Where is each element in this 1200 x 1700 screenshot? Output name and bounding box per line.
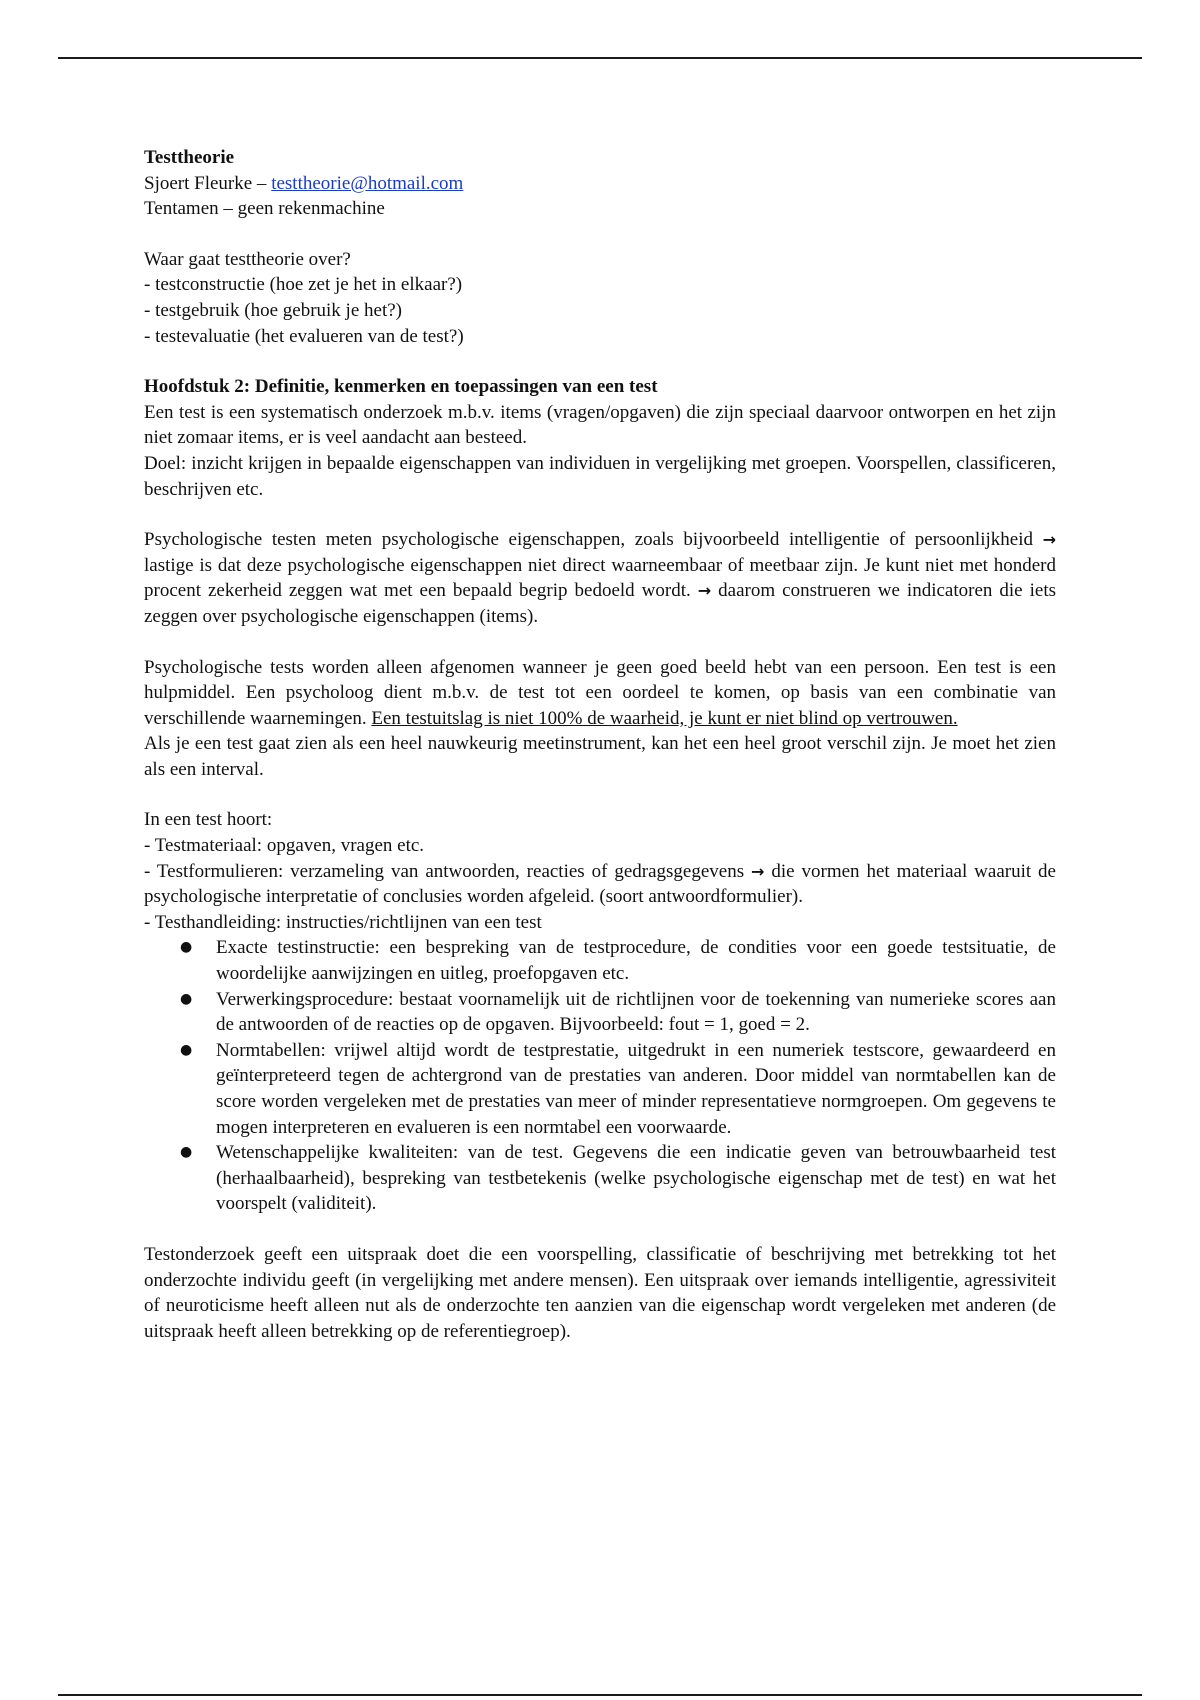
spacer xyxy=(144,1217,1056,1242)
arrow-right-icon: → xyxy=(751,861,765,881)
intro-item: - testgebruik (hoe gebruik je het?) xyxy=(144,299,402,321)
text-run: - Testformulieren: verzameling van antwoorden, reacties of gedragsgegevens xyxy=(144,860,752,882)
list-item xyxy=(144,1038,1056,1140)
spacer xyxy=(144,349,1056,374)
bottom-rule xyxy=(58,1694,1142,1696)
text-run: lastige is dat deze psychologische eigenschappen niet direct waarneembaar of meetbaar zijn. Je kunt niet met honderd procent zekerheid zeggen wat met een bepaald begrip bedoeld wordt. xyxy=(144,554,1056,602)
email-link[interactable]: testtheorie@hotmail.com xyxy=(271,172,464,194)
list-item xyxy=(144,987,1056,1038)
text-run: Psychologische tests worden alleen afgenomen wanneer je geen goed beeld hebt van een persoon. Een test is een hulpmiddel. Een psycholoog dient m.b.v. de test tot een oordeel te komen, op basis van een combinatie van verschillende waarnemingen. xyxy=(144,656,1056,729)
intro-item: - testconstructie (hoe zet je het in elkaar?) xyxy=(144,274,463,296)
arrow-right-icon: → xyxy=(697,581,712,601)
document-title: Testtheorie xyxy=(144,147,235,168)
bullet-icon: ● xyxy=(180,939,193,956)
list-item xyxy=(144,935,1056,986)
author-line xyxy=(144,171,1056,197)
bullet-icon: ● xyxy=(180,1041,193,1058)
component-item: - Testmateriaal: opgaven, vragen etc. xyxy=(144,835,425,857)
list-item-text: Normtabellen: vrijwel altijd wordt de testprestatie, uitgedrukt in een numeriek testscore, gewaardeerd en geïnterpreteerd tegen de achtergrond van de prestaties van anderen. Door middel van normtabellen kan de score worden vergeleken met de prestaties van meer of minder representatieve normgroepen. Om gegevens te mogen interpreteren en evalueren is een normtabel een voorwaarde. xyxy=(216,1039,1056,1138)
component-item xyxy=(144,859,1056,910)
underlined-statement: Een testuitslag is niet 100% de waarheid, je kunt er niet blind op vertrouwen. xyxy=(371,707,958,729)
psych-tests-paragraph xyxy=(144,527,1056,629)
spacer xyxy=(144,630,1056,655)
list-item-text: Wetenschappelijke kwaliteiten: van de test. Gegevens die een indicatie geven van betrouwbaarheid test (herhaalbaarheid), bespreking van testbetekenis (welke psychologische eigenschap met de test) en wat het voorspelt (validiteit). xyxy=(216,1142,1056,1215)
manual-bullet-list xyxy=(144,935,1056,1217)
text-run: Psychologische testen meten psychologische eigenschappen, zoals bijvoorbeeld intelligentie of persoonlijkheid xyxy=(144,529,1043,551)
intro-item: - testevaluatie (het evalueren van de test?) xyxy=(144,325,464,347)
intro-question: Waar gaat testtheorie over? xyxy=(144,248,351,270)
list-item-text: Verwerkingsprocedure: bestaat voornamelijk uit de richtlijnen voor de toekenning van numerieke scores aan de antwoorden of de reacties op de opgaven. Bijvoorbeeld: fout = 1, goed = 2. xyxy=(216,988,1056,1036)
goal-paragraph: Doel: inzicht krijgen in bepaalde eigenschappen van individuen in vergelijking met groepen. Voorspellen, classificeren, beschrijven etc. xyxy=(144,452,1056,500)
author-name: Sjoert Fleurke – xyxy=(144,172,272,194)
spacer xyxy=(144,782,1056,807)
list-item-text: Exacte testinstructie: een bespreking van de testprocedure, de condities voor een goede testsituatie, de woordelijke aanwijzingen en uitleg, proefopgaven etc. xyxy=(216,937,1056,985)
bullet-icon: ● xyxy=(180,990,193,1007)
usage-paragraph xyxy=(144,655,1056,732)
components-intro: In een test hoort: xyxy=(144,809,273,831)
text-run: daarom construeren we indicatoren die iets zeggen over psychologische eigenschappen (items). xyxy=(144,580,1056,627)
definition-paragraph: Een test is een systematisch onderzoek m.b.v. items (vragen/opgaven) die zijn speciaal daarvoor ontworpen en het zijn niet zomaar items, er is veel aandacht aan besteed. xyxy=(144,401,1056,449)
conclusion-paragraph: Testonderzoek geeft een uitspraak doet die een voorspelling, classificatie of beschrijving met betrekking tot het onderzochte individu geeft (in vergelijking met andere mensen). Een uitspraak over iemands intelligentie, agressiviteit of neuroticisme heeft alleen nut als de onderzochte ten aanzien van die eigenschap wordt vergeleken met anderen (de uitspraak heeft alleen betrekking op de referentiegroep). xyxy=(144,1243,1056,1342)
chapter-heading: Hoofdstuk 2: Definitie, kenmerken en toepassingen van een test xyxy=(144,376,658,398)
interval-paragraph: Als je een test gaat zien als een heel nauwkeurig meetinstrument, kan het een heel groot verschil zijn. Je moet het zien als een interval. xyxy=(144,733,1056,780)
exam-note: Tentamen – geen rekenmachine xyxy=(144,198,385,220)
spacer xyxy=(144,222,1056,247)
text-run: die vormen het materiaal waaruit de psychologische interpretatie of conclusies worden afgeleid. (soort antwoordformulier). xyxy=(144,860,1056,908)
bullet-icon: ● xyxy=(180,1144,193,1161)
document-page xyxy=(144,145,1056,1344)
list-item xyxy=(144,1140,1056,1217)
top-rule xyxy=(58,57,1142,59)
component-item: - Testhandleiding: instructies/richtlijnen van een test xyxy=(144,911,542,933)
arrow-right-icon: → xyxy=(1042,530,1056,550)
spacer xyxy=(144,502,1056,527)
